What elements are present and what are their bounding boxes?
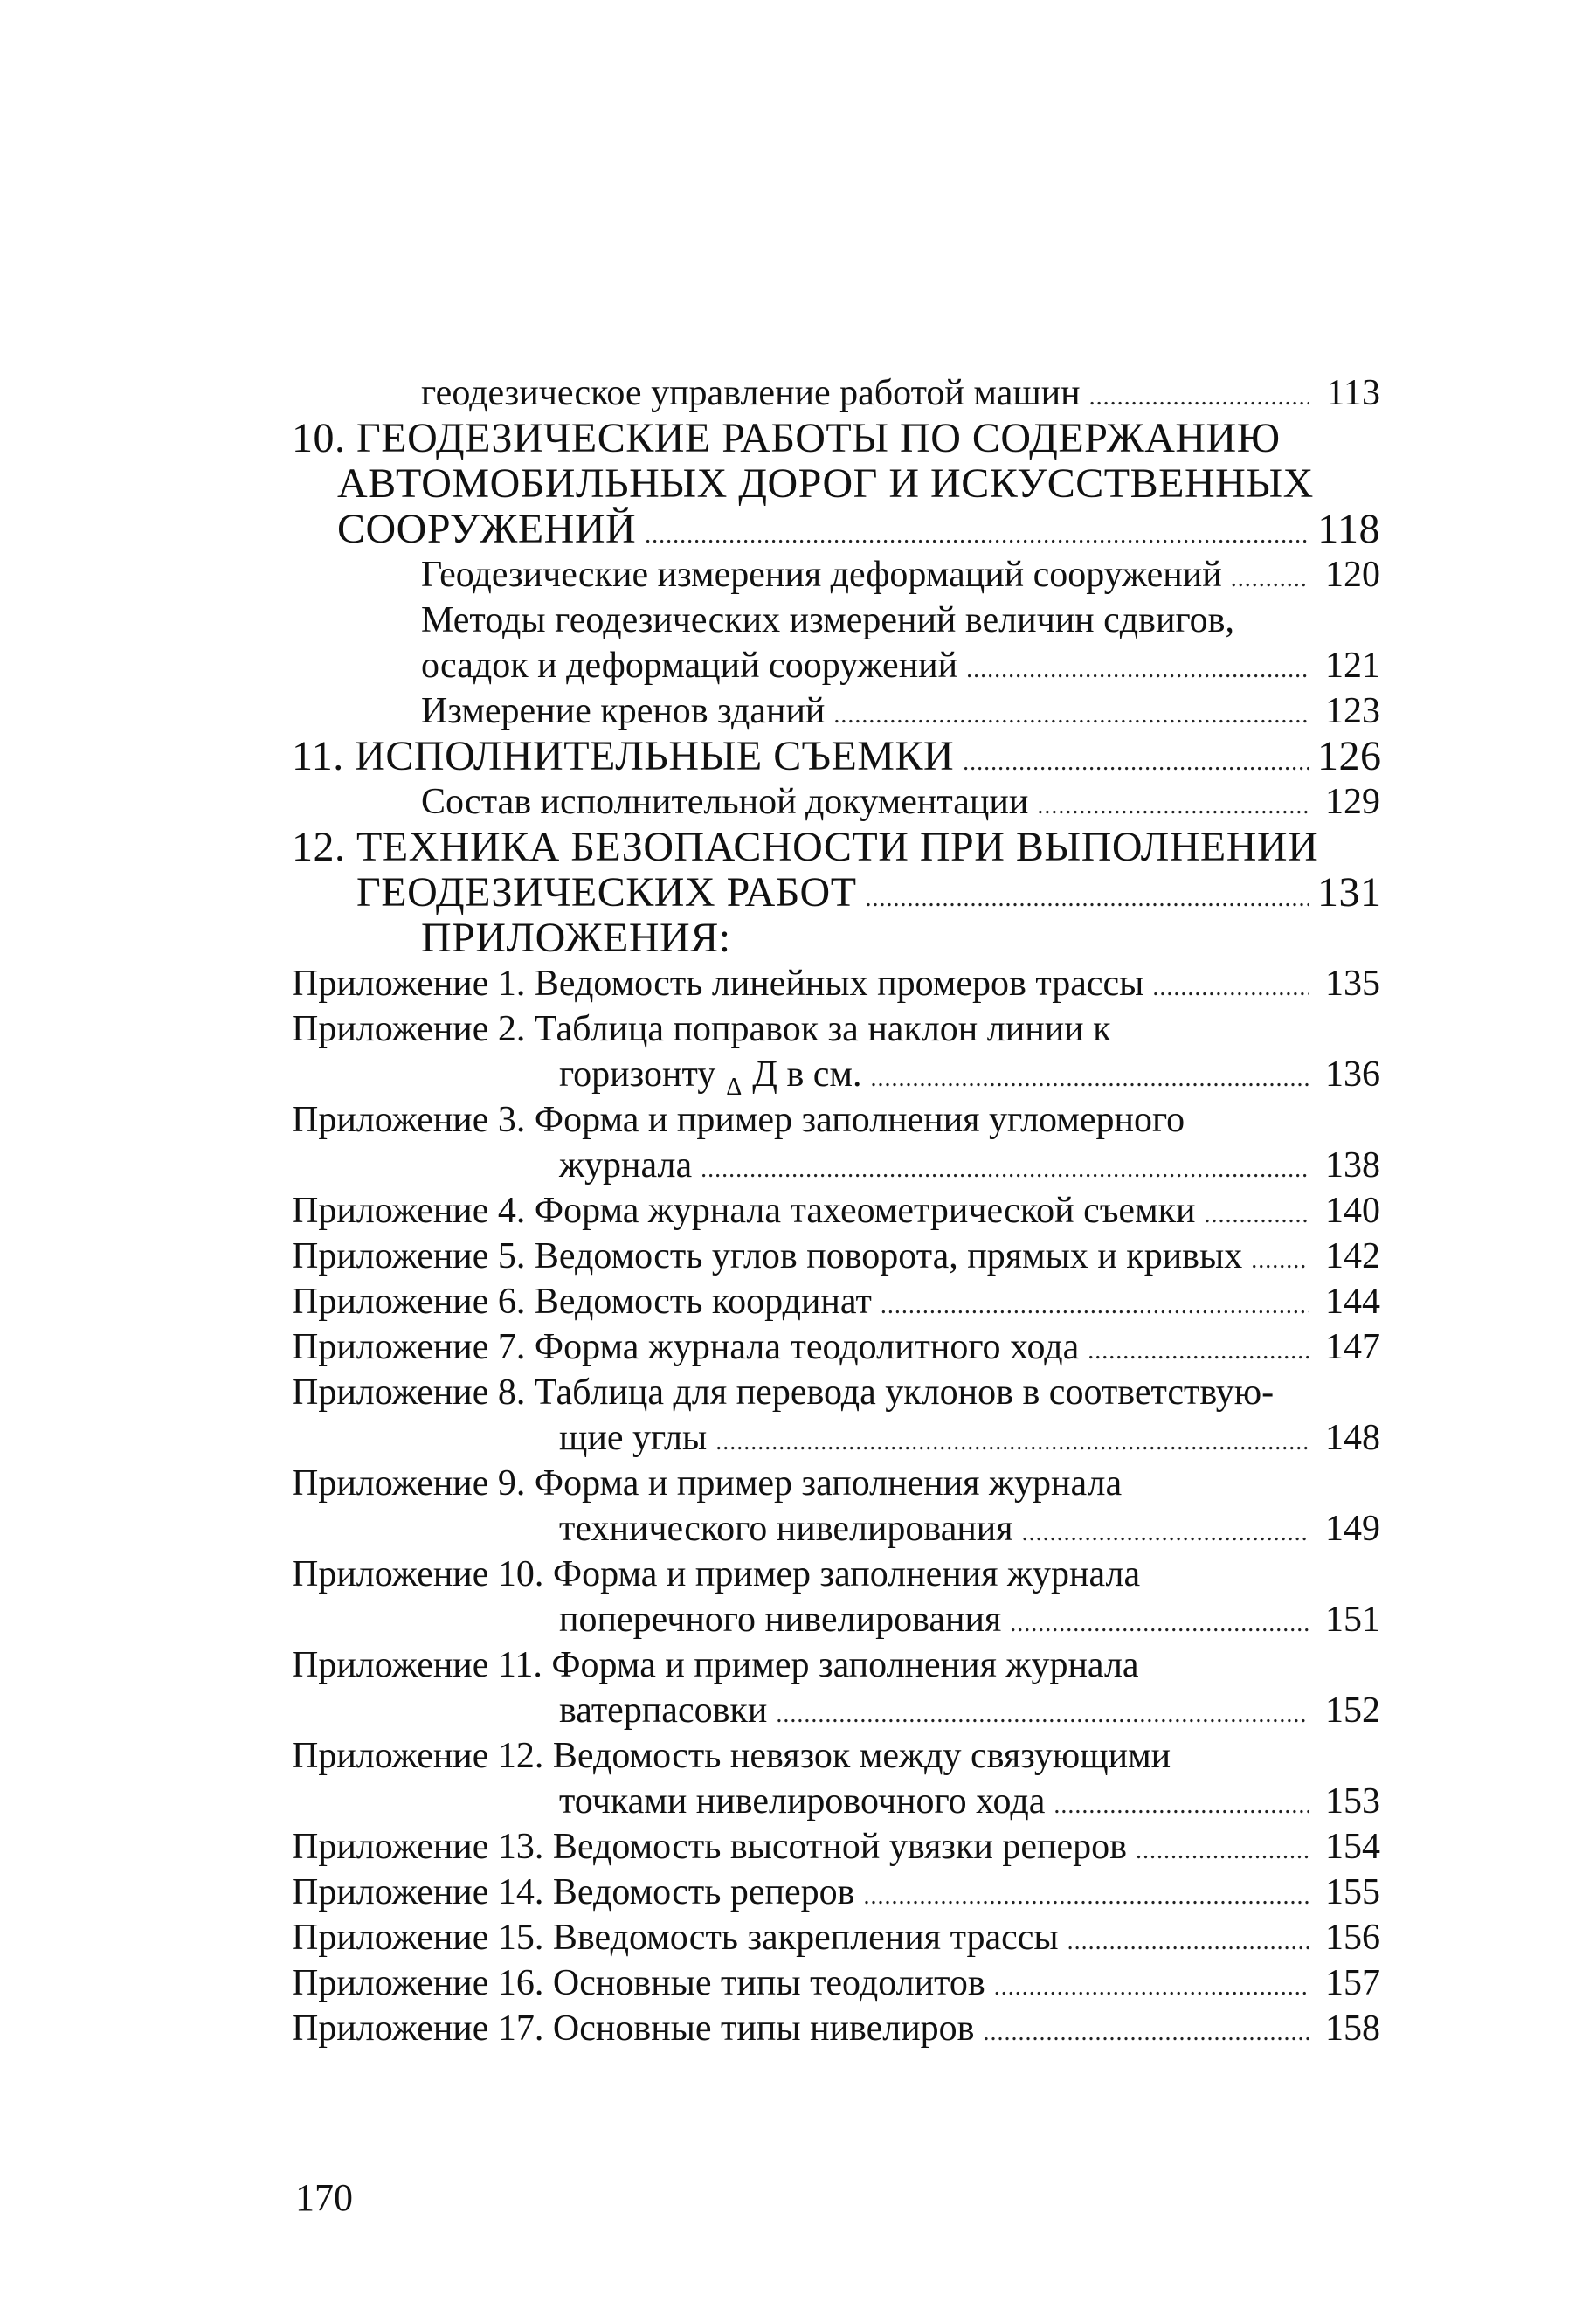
toc-entry-text: ПРИЛОЖЕНИЯ: xyxy=(421,915,731,961)
toc-page-number: 158 xyxy=(1325,2008,1380,2049)
leader-dots xyxy=(1152,965,1309,1011)
leader-dots xyxy=(1088,1329,1309,1374)
toc-page-number: 138 xyxy=(1325,1145,1380,1186)
toc-entry-text: Приложение 1. Ведомость линейных промеров трассы xyxy=(292,964,1144,1004)
toc-entry-text: Приложение 17. Основные типы нивелиров xyxy=(292,2008,975,2049)
toc-entry-text: Приложение 16. Основные типы теодолитов xyxy=(292,1963,985,2003)
toc-entry xyxy=(292,2006,1380,2051)
toc-entry xyxy=(559,1143,1380,1188)
toc-entry-text: Приложение 5. Ведомость углов поворота, прямых и кривых xyxy=(292,1236,1243,1276)
toc-entry xyxy=(292,1915,1380,1960)
leader-dots xyxy=(1010,1601,1309,1647)
toc-entry-text: Приложение 10. Форма и пример заполнения журнала xyxy=(292,1554,1141,1594)
leader-dots xyxy=(871,1056,1309,1102)
toc-entry xyxy=(292,1188,1380,1234)
leader-dots xyxy=(833,693,1309,738)
toc-heading xyxy=(337,507,1380,552)
leader-dots xyxy=(1136,1829,1309,1874)
toc-entry-text: щие углы xyxy=(559,1418,708,1458)
toc-page-number: 118 xyxy=(1317,506,1380,552)
toc-entry-text: Приложение 11. Форма и пример заполнения журнала xyxy=(292,1645,1139,1685)
toc-page-number: 126 xyxy=(1317,733,1382,779)
toc-entry xyxy=(559,1779,1380,1824)
toc-heading xyxy=(292,416,1375,461)
toc-entry-text: Приложение 15. Введомость закрепления трассы xyxy=(292,1918,1059,1958)
toc-page-number: 113 xyxy=(1326,373,1380,413)
toc-entry-text: Состав исполнительной документации xyxy=(421,782,1029,822)
toc-page-number: 120 xyxy=(1325,555,1380,595)
toc-page-number: 147 xyxy=(1325,1327,1380,1367)
toc-page-number: 155 xyxy=(1325,1872,1380,1912)
toc-entry-text: технического нивелирования xyxy=(559,1509,1013,1549)
leader-dots xyxy=(715,1420,1309,1465)
toc-entry xyxy=(421,643,1380,688)
toc-entry-text: Приложение 4. Форма журнала тахеометрической съемки xyxy=(292,1191,1196,1231)
toc-entry xyxy=(421,779,1380,825)
toc-entry-text: ГЕОДЕЗИЧЕСКИХ РАБОТ xyxy=(356,869,857,916)
toc-page-number: 154 xyxy=(1325,1827,1380,1867)
toc-entry-text: Приложение 12. Ведомость невязок между связующими xyxy=(292,1736,1171,1776)
toc-entry xyxy=(292,1642,1380,1688)
leader-dots xyxy=(863,1874,1309,1919)
toc-entry-text: Приложение 7. Форма журнала теодолитного хода xyxy=(292,1327,1080,1367)
toc-entry-text: Приложение 13. Ведомость высотной увязки реперов xyxy=(292,1827,1127,1867)
toc-entry-text: осадок и деформаций сооружений xyxy=(421,646,958,686)
toc-entry-text: Приложение 6. Ведомость координат xyxy=(292,1282,872,1322)
page-number: 170 xyxy=(295,2176,353,2219)
toc-entry xyxy=(292,1324,1380,1370)
toc-entry-text: Приложение 8. Таблица для перевода уклонов в соответствую- xyxy=(292,1372,1275,1413)
toc-entry-text: Геодезические измерения деформаций сооружений xyxy=(421,555,1222,595)
toc-entry xyxy=(559,1688,1380,1733)
toc-page-number: 142 xyxy=(1325,1236,1380,1276)
leader-dots xyxy=(1231,557,1309,602)
toc-page-number: 157 xyxy=(1325,1963,1380,2003)
toc-entry xyxy=(292,1006,1380,1052)
toc-entry-text: ватерпасовки xyxy=(559,1690,768,1731)
toc-heading xyxy=(292,734,1380,779)
toc-entry xyxy=(421,370,1380,416)
toc-entry-text: 12. ТЕХНИКА БЕЗОПАСНОСТИ ПРИ ВЫПОЛНЕНИИ xyxy=(292,824,1319,870)
toc-entry-text: Методы геодезических измерений величин сдвигов, xyxy=(421,600,1234,640)
leader-dots xyxy=(1067,1919,1309,1965)
leader-dots xyxy=(701,1147,1309,1193)
toc-page-number: 156 xyxy=(1325,1918,1380,1958)
toc-entry xyxy=(292,1279,1380,1324)
leader-dots xyxy=(1205,1193,1309,1238)
toc-page-number: 123 xyxy=(1325,691,1380,731)
toc-entry xyxy=(292,1370,1380,1415)
toc-entry xyxy=(421,688,1380,734)
toc-entry xyxy=(292,961,1380,1006)
leader-dots xyxy=(776,1692,1309,1738)
toc-heading xyxy=(356,870,1380,916)
toc-entry-text: АВТОМОБИЛЬНЫХ ДОРОГ И ИСКУССТВЕННЫХ xyxy=(337,460,1314,507)
toc-page-number: 140 xyxy=(1325,1191,1380,1231)
toc-page-number: 149 xyxy=(1325,1509,1380,1549)
leader-dots xyxy=(1022,1511,1309,1556)
toc-entry-text: журнала xyxy=(559,1145,693,1186)
toc-entry-text: Приложение 3. Форма и пример заполнения угломерного xyxy=(292,1100,1185,1140)
toc-entry xyxy=(292,1461,1380,1506)
toc-entry xyxy=(559,1415,1380,1461)
toc-page-number: 152 xyxy=(1325,1690,1380,1731)
toc-page-number: 121 xyxy=(1325,646,1380,686)
toc-entry-text: поперечного нивелирования xyxy=(559,1600,1002,1640)
toc-entry xyxy=(421,598,1380,643)
leader-dots xyxy=(994,1965,1309,2010)
toc-entry-text: Измерение кренов зданий xyxy=(421,691,826,731)
leader-dots xyxy=(1089,375,1309,420)
leader-dots xyxy=(984,2010,1309,2056)
toc-entry xyxy=(559,1597,1380,1642)
toc-entry-text: горизонту xyxy=(559,1054,716,1095)
toc-entry-text: Приложение 2. Таблица поправок за наклон линии к xyxy=(292,1009,1111,1049)
toc-page-number: 136 xyxy=(1325,1054,1380,1095)
toc-entry xyxy=(421,552,1380,598)
leader-dots xyxy=(881,1283,1309,1329)
toc-entry-text: 11. ИСПОЛНИТЕЛЬНЫЕ СЪЕМКИ xyxy=(292,733,955,779)
toc-entry xyxy=(292,1870,1380,1915)
leader-dots xyxy=(966,647,1309,693)
toc-heading xyxy=(292,825,1384,870)
leader-dots xyxy=(1054,1783,1309,1829)
toc-entry-text: СООРУЖЕНИЙ xyxy=(337,506,637,552)
toc-page-number: 144 xyxy=(1325,1282,1380,1322)
toc-page-number: 148 xyxy=(1325,1418,1380,1458)
toc-entry xyxy=(559,1506,1380,1552)
delta-symbol: Δ xyxy=(726,1074,743,1101)
toc-entry-text: геодезическое управление работой машин xyxy=(421,373,1081,413)
leader-dots xyxy=(1251,1238,1309,1283)
toc-entry xyxy=(292,1733,1380,1779)
toc-entry xyxy=(292,1960,1380,2006)
toc-page-number: 131 xyxy=(1317,869,1382,916)
toc-entry-text-cont: Д в см. xyxy=(752,1054,862,1095)
toc-entry-text: Приложение 14. Ведомость реперов xyxy=(292,1872,855,1912)
toc-page-number: 129 xyxy=(1325,782,1380,822)
toc-entry xyxy=(292,1097,1380,1143)
toc-heading xyxy=(421,916,1380,961)
toc-page-number: 151 xyxy=(1325,1600,1380,1640)
toc-entry-text: 10. ГЕОДЕЗИЧЕСКИЕ РАБОТЫ ПО СОДЕРЖАНИЮ xyxy=(292,415,1281,461)
toc-entry xyxy=(559,1052,1380,1101)
toc-entry-text: Приложение 9. Форма и пример заполнения журнала xyxy=(292,1463,1123,1504)
leader-dots xyxy=(1037,784,1309,829)
toc-heading xyxy=(337,461,1377,507)
toc-entry xyxy=(292,1234,1380,1279)
toc-page-number: 153 xyxy=(1325,1781,1380,1822)
toc-page-number: 135 xyxy=(1325,964,1380,1004)
toc-entry xyxy=(292,1824,1380,1870)
toc-entry-text: точками нивелировочного хода xyxy=(559,1781,1046,1822)
toc-entry xyxy=(292,1552,1380,1597)
